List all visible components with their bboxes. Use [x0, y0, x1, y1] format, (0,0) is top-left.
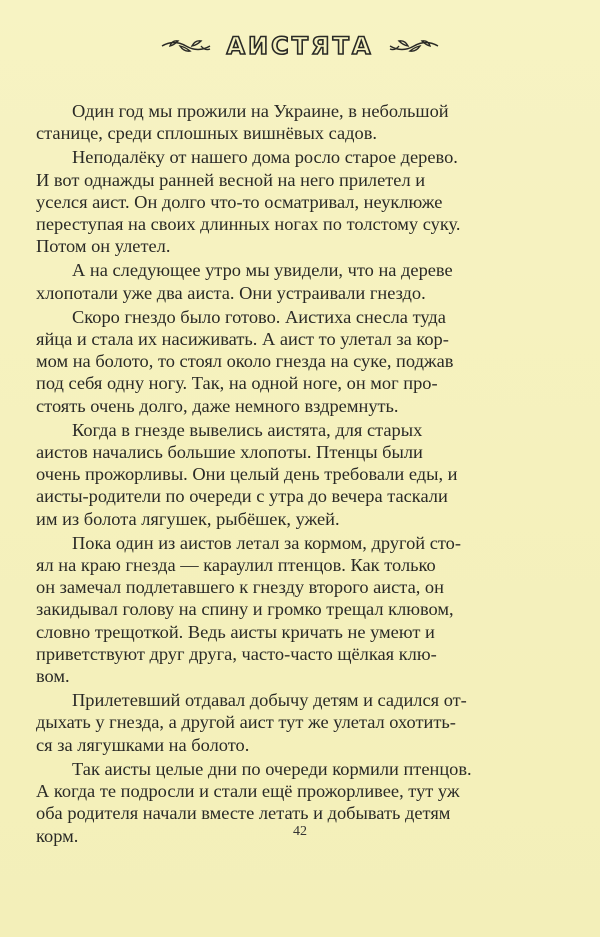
paragraph: А на следующее утро мы увидели, что на дереве хлопотали уже два аиста. Они устраивали гнездо. [36, 260, 453, 303]
paragraph: Так аисты целые дни по очереди кормили птенцов. А когда те подросли и стали ещё прожорливее, тут уж оба родителя начали вместе летать и добывать детям корм. [36, 758, 472, 846]
paragraph: Пока один из аистов летал за кормом, другой сто- ял на краю гнезда — караулил птенцов. Как только он замечал подлетавшего к гнезду второго аиста, он закидывал голову на спину и громко трещал клювом, словно трещоткой. Ведь аисты кричать не умеют и приветствуют друг друга, часто-часто щёлкая клю- вом. [36, 532, 461, 687]
chapter-title: АИСТЯТА [226, 32, 374, 60]
page-number: 42 [293, 824, 307, 839]
story-text [36, 100, 558, 849]
paragraph: Неподалёку от нашего дома росло старое дерево. И вот однажды ранней весной на него прилетел и уселся аист. Он долго что-то осматривал, неуклюже переступая на своих длинных ногах по толстому суку. Потом он улетел. [36, 147, 461, 257]
paragraph: Когда в гнезде вывелись аистята, для старых аистов начались большие хлопоты. Птенцы были очень прожорливы. Они целый день требовали еды, и аисты-родители по очереди с утра до вечера таскали им из болота лягушек, рыбёшек, ужей. [36, 419, 458, 529]
vine-ornament-icon [160, 36, 212, 56]
paragraph: Скоро гнездо было готово. Аистиха снесла туда яйца и стала их насиживать. А аист то улетал за кор- мом на болото, то стоял около гнезда на суке, поджав под себя одну ногу. Так, на одной ноге, он мог про- стоять очень долго, даже немного вздремнуть. [36, 306, 454, 416]
paragraph: Один год мы прожили на Украине, в небольшой станице, среди сплошных вишнёвых садов. [36, 101, 449, 144]
vine-ornament-icon [388, 36, 440, 56]
paragraph: Прилетевший отдавал добычу детям и садился от- дыхать у гнезда, а другой аист тут же улетал охотить- ся за лягушками на болото. [36, 690, 467, 755]
chapter-header [0, 34, 600, 58]
